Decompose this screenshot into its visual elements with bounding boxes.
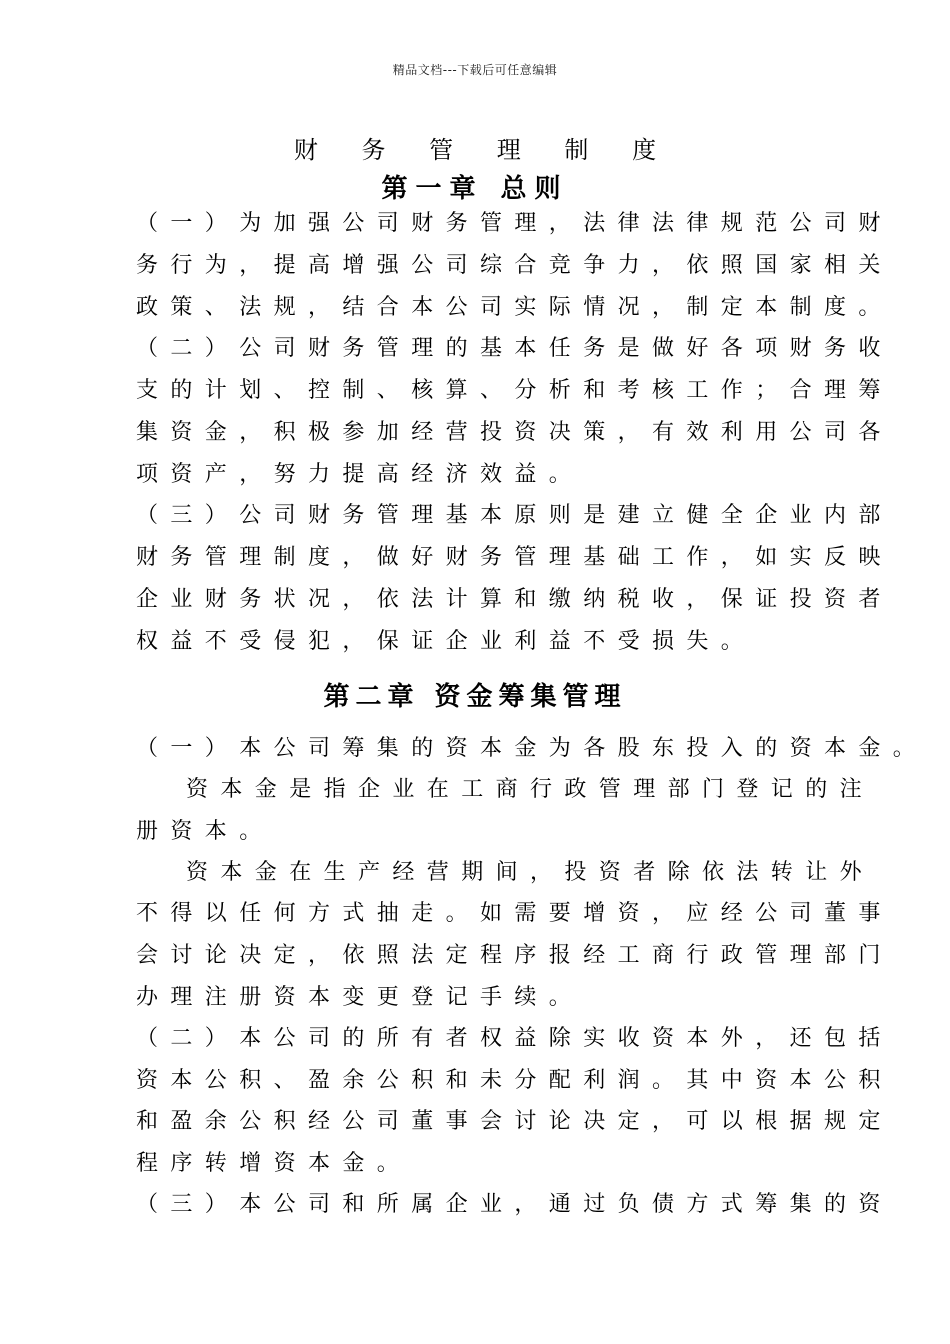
- paragraph-line: 支的计划、控制、核算、分析和考核工作；合理筹: [136, 378, 893, 403]
- chapter-1-heading: 第一章 总则: [381, 174, 569, 204]
- paragraph-line: 程序转增资本金。: [136, 1151, 412, 1176]
- paragraph-line: 财务管理制度，做好财务管理基础工作，如实反映: [136, 545, 893, 570]
- paragraph-line: （三）本公司和所属企业，通过负债方式筹集的资: [136, 1192, 893, 1217]
- page-header: 精品文档---下载后可任意编辑: [392, 63, 558, 77]
- paragraph-line: 不得以任何方式抽走。如需要增资，应经公司董事: [136, 901, 893, 926]
- paragraph-line: 资本金在生产经营期间，投资者除依法转让外: [186, 860, 875, 885]
- paragraph-line: （三）公司财务管理基本原则是建立健全企业内部: [136, 503, 893, 528]
- paragraph-line: 企业财务状况，依法计算和缴纳税收，保证投资者: [136, 587, 893, 612]
- document-title: 财 务 管 理 制 度: [293, 136, 675, 164]
- paragraph-line: 册资本。: [136, 819, 274, 844]
- paragraph-line: 务行为，提高增强公司综合竞争力，依照国家相关: [136, 253, 893, 278]
- paragraph-line: （一）本公司筹集的资本金为各股东投入的资本金。: [136, 736, 928, 761]
- paragraph-line: 资本金是指企业在工商行政管理部门登记的注: [186, 777, 875, 802]
- chapter-2-heading: 第二章 资金筹集管理: [323, 682, 627, 712]
- paragraph-line: 政策、法规，结合本公司实际情况，制定本制度。: [136, 295, 893, 320]
- paragraph-line: 和盈余公积经公司董事会讨论决定，可以根据规定: [136, 1109, 893, 1134]
- paragraph-line: 权益不受侵犯，保证企业利益不受损失。: [136, 629, 756, 654]
- paragraph-line: 办理注册资本变更登记手续。: [136, 985, 584, 1010]
- paragraph-line: 会讨论决定，依照法定程序报经工商行政管理部门: [136, 943, 893, 968]
- paragraph-line: （二）本公司的所有者权益除实收资本外，还包括: [136, 1026, 893, 1051]
- paragraph-line: 资本公积、盈余公积和未分配利润。其中资本公积: [136, 1068, 893, 1093]
- paragraph-line: 集资金，积极参加经营投资决策，有效利用公司各: [136, 420, 893, 445]
- paragraph-line: 项资产，努力提高经济效益。: [136, 462, 584, 487]
- paragraph-line: （二）公司财务管理的基本任务是做好各项财务收: [136, 336, 893, 361]
- paragraph-line: （一）为加强公司财务管理，法律法律规范公司财: [136, 211, 893, 236]
